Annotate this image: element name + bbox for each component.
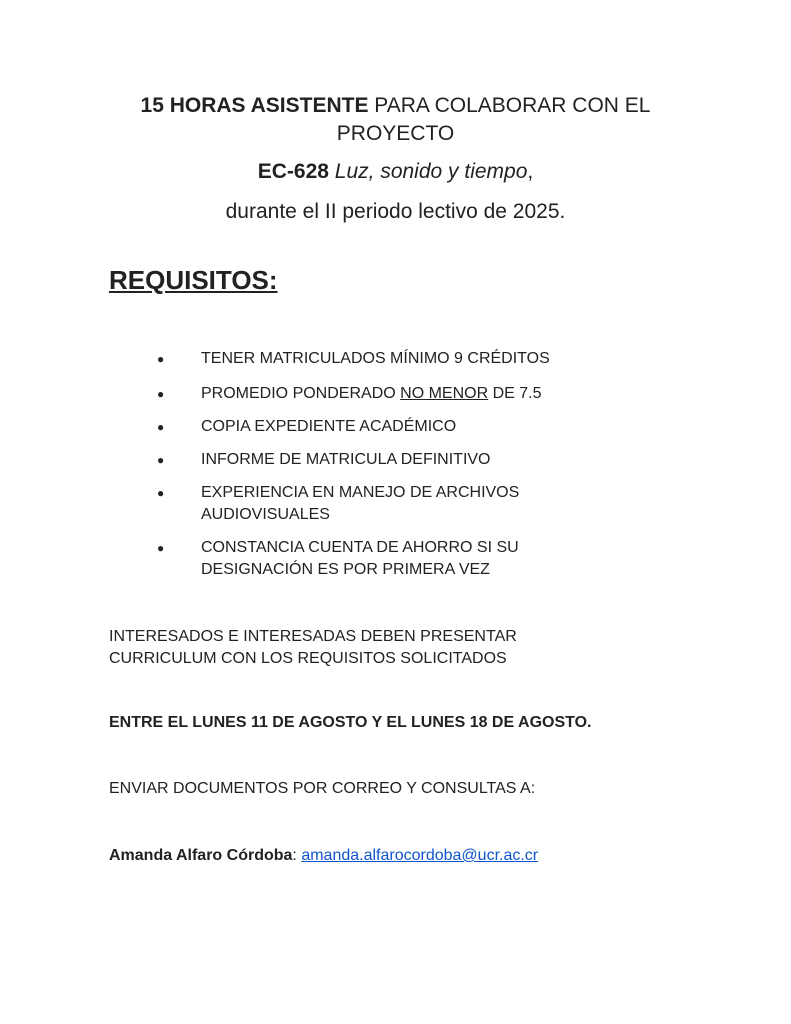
title-line-1 [60,92,731,148]
instructions-paragraph [109,626,709,670]
period-line: durante el II periodo lectivo de 2025. [225,200,566,223]
requirement-text [201,482,641,526]
requirement-line-2: DESIGNACIÓN ES POR PRIMERA VEZ [201,561,490,578]
bullet-icon: ● [157,420,165,434]
bullet-icon: ● [157,541,165,555]
requirement-text: TENER MATRICULADOS MÍNIMO 9 CRÉDITOS [201,350,550,367]
requirement-text-pre: PROMEDIO PONDERADO [201,385,401,402]
contact-separator: : [292,847,302,864]
contact-line [109,845,709,867]
send-docs-line: ENVIAR DOCUMENTOS POR CORREO Y CONSULTAS A: [109,780,536,797]
course-code: EC-628 [257,160,329,183]
course-line [60,158,731,186]
requirement-line-2: AUDIOVISUALES [201,506,330,523]
instructions-line-1: INTERESADOS E INTERESADAS DEBEN PRESENTAR [109,628,517,645]
bullet-icon: ● [157,387,165,401]
title-line-1-rest: PARA COLABORAR CON EL [368,94,651,117]
instructions-line-2: CURRICULUM CON LOS REQUISITOS SOLICITADOS [109,650,507,667]
bullet-icon: ● [157,453,165,467]
requirement-text: COPIA EXPEDIENTE ACADÉMICO [201,418,457,435]
requirements-heading: REQUISITOS: [109,265,278,295]
title-line-1b: PROYECTO [336,122,455,145]
course-suffix: , [527,160,534,183]
bullet-icon: ● [157,352,165,366]
requirement-line-1: CONSTANCIA CUENTA DE AHORRO SI SU [201,539,519,556]
course-name: Luz, sonido y tiempo [334,160,528,183]
requirement-text: INFORME DE MATRICULA DEFINITIVO [201,451,491,468]
bullet-icon: ● [157,486,165,500]
requirement-underlined: NO MENOR [400,385,489,402]
contact-email-link[interactable]: amanda.alfarocordoba@ucr.ac.cr [301,847,539,864]
dates-line: ENTRE EL LUNES 11 DE AGOSTO Y EL LUNES 18 DE AGOSTO. [109,714,592,731]
requirement-text [201,383,641,405]
requirement-text [201,537,641,581]
title-hours-bold: 15 HORAS ASISTENTE [140,94,369,117]
contact-name: Amanda Alfaro Córdoba [109,847,293,864]
requirement-text-post: DE 7.5 [488,385,542,402]
requirement-line-1: EXPERIENCIA EN MANEJO DE ARCHIVOS [201,484,520,501]
